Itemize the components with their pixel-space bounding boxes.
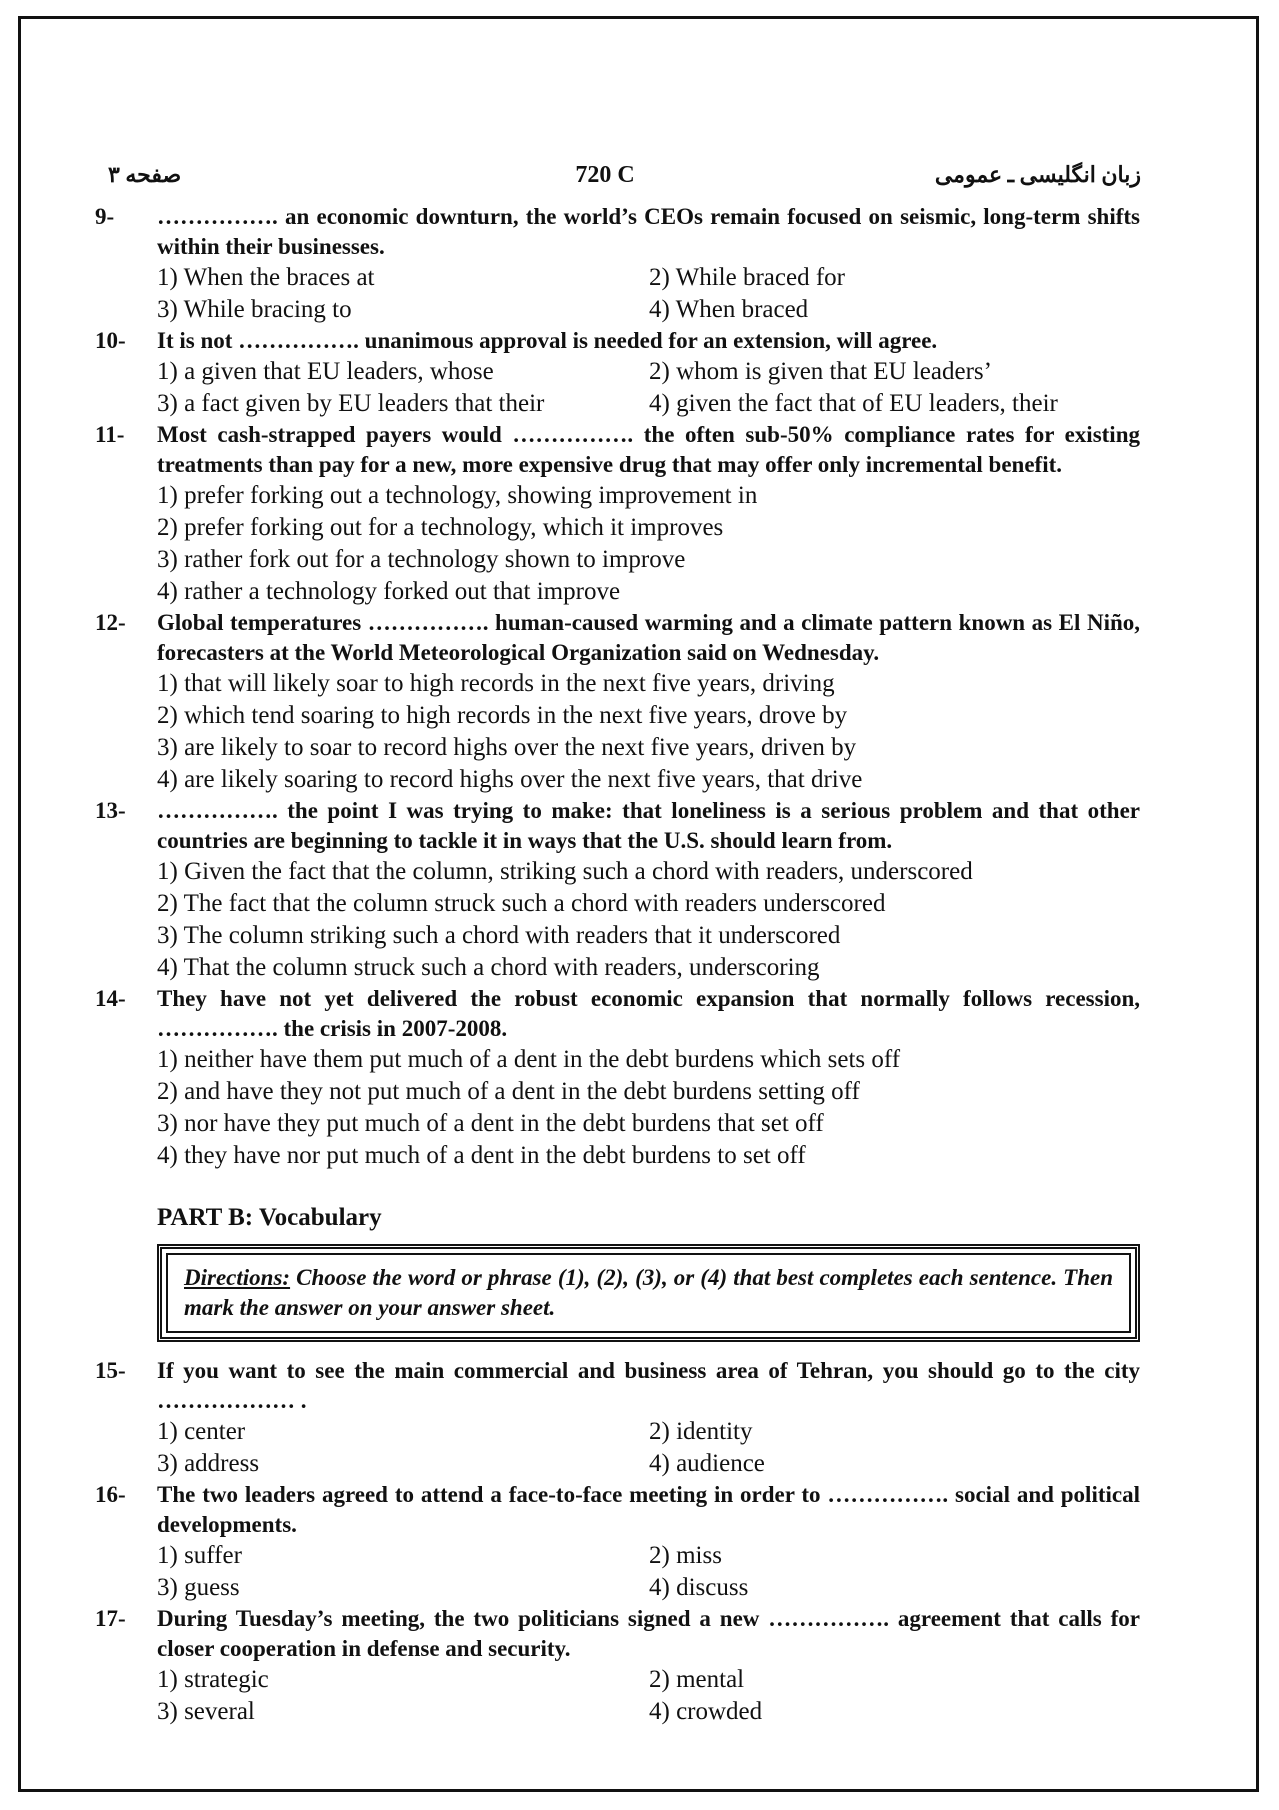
answer-option: 4) they have nor put much of a dent in the debt burdens to set off [157,1142,806,1169]
answer-option: 2) mental [649,1666,745,1693]
question-text: It is not ……………. unanimous approval is needed for an extension, will agree. [157,328,938,353]
page-number: صفحه ۳ [108,162,182,187]
answer-option: 1) Given the fact that the column, striking such a chord with readers, underscored [157,858,973,885]
question-number: 9- [95,204,115,229]
directions-text [184,1263,1113,1323]
answer-option: 3) rather fork out for a technology shown to improve [157,546,686,573]
question-item [95,796,1140,984]
answer-option: 4) crowded [649,1698,763,1725]
exam-content [95,202,1140,1728]
answer-option: 4) rather a technology forked out that improve [157,578,621,605]
question-item [95,1480,1140,1604]
answer-options [157,1540,1140,1604]
spacer [95,1342,1140,1356]
question-item [95,608,1140,796]
question-number: 15- [95,1358,126,1383]
question-text: If you want to see the main commercial and business area of Tehran, you should go to the city ……………… . [157,1358,1140,1413]
part-b-title: PART B: Vocabulary [157,1204,382,1231]
part-a-questions [95,202,1140,1172]
answer-option: 2) and have they not put much of a dent in the debt burdens setting off [157,1078,860,1105]
question-number: 13- [95,798,126,823]
answer-option: 3) guess [157,1574,240,1601]
answer-options [157,262,1140,326]
question-text: During Tuesday’s meeting, the two politicians signed a new ……………. agreement that calls for closer cooperation in defense and security. [157,1606,1140,1661]
answer-option: 3) several [157,1698,255,1725]
answer-option: 1) that will likely soar to high records in the next five years, driving [157,670,835,697]
exam-code: 720 C [575,162,635,188]
question-text: Most cash-strapped payers would ……………. the often sub-50% compliance rates for existing treatments than pay for a new, more expensive drug that may offer only incremental benefit. [157,422,1140,477]
answer-option: 2) whom is given that EU leaders’ [649,358,992,385]
question-number: 10- [95,328,126,353]
directions-body: Choose the word or phrase (1), (2), (3), or (4) that best completes each sentence. Then mark the answer on your answer sheet. [184,1265,1113,1320]
subject-title: زبان انگلیسی ـ عمومی [934,162,1141,187]
answer-option: 3) The column striking such a chord with readers that it underscored [157,922,841,949]
answer-options [157,1416,1140,1480]
question-item [95,326,1140,420]
question-text: The two leaders agreed to attend a face-to-face meeting in order to ……………. social and political developments. [157,1482,1140,1537]
directions-box [157,1244,1140,1342]
answer-option: 1) suffer [157,1542,242,1569]
answer-option: 1) center [157,1418,246,1445]
answer-option: 3) a fact given by EU leaders that their [157,390,545,417]
answer-option: 4) discuss [649,1574,749,1601]
answer-option: 2) identity [649,1418,753,1445]
answer-option: 3) are likely to soar to record highs over the next five years, driven by [157,734,857,761]
answer-options [157,356,1140,420]
answer-option: 3) While bracing to [157,296,352,323]
answer-option: 1) neither have them put much of a dent in the debt burdens which sets off [157,1046,901,1073]
answer-option: 4) That the column struck such a chord with readers, underscoring [157,954,820,981]
directions-label: Directions: [184,1265,291,1290]
answer-options [157,1664,1140,1728]
answer-option: 1) prefer forking out a technology, showing improvement in [157,482,758,509]
question-number: 16- [95,1482,126,1507]
answer-option: 1) strategic [157,1666,269,1693]
question-item [95,984,1140,1172]
answer-option: 2) which tend soaring to high records in the next five years, drove by [157,702,848,729]
answer-option: 1) When the braces at [157,264,375,291]
answer-option: 1) a given that EU leaders, whose [157,358,494,385]
question-number: 14- [95,986,126,1011]
answer-option: 4) are likely soaring to record highs over the next five years, that drive [157,766,863,793]
answer-option: 4) audience [649,1450,765,1477]
question-text: ……………. an economic downturn, the world’s CEOs remain focused on seismic, long-term shifts within their businesses. [157,204,1140,259]
answer-option: 3) nor have they put much of a dent in the debt burdens that set off [157,1110,824,1137]
answer-option: 4) given the fact that of EU leaders, their [649,390,1058,417]
question-text: They have not yet delivered the robust economic expansion that normally follows recession, ……………. the crisis in 2007-2008. [157,986,1140,1041]
question-item [95,202,1140,326]
question-number: 17- [95,1606,126,1631]
question-text: ……………. the point I was trying to make: that loneliness is a serious problem and that other countries are beginning to tackle it in ways that the U.S. should learn from. [157,798,1140,853]
question-item [95,1356,1140,1480]
answer-option: 2) miss [649,1542,722,1569]
answer-option: 2) The fact that the column struck such a chord with readers underscored [157,890,886,917]
answer-option: 2) While braced for [649,264,845,291]
answer-option: 2) prefer forking out for a technology, which it improves [157,514,724,541]
part-b-questions [95,1356,1140,1728]
answer-option: 3) address [157,1450,260,1477]
question-number: 11- [95,422,125,447]
question-number: 12- [95,610,126,635]
question-item [95,1604,1140,1728]
answer-option: 4) When braced [649,296,809,323]
question-text: Global temperatures ……………. human-caused warming and a climate pattern known as El Niño, forecasters at the World Meteorological Organization said on Wednesday. [157,610,1140,665]
question-item [95,420,1140,608]
